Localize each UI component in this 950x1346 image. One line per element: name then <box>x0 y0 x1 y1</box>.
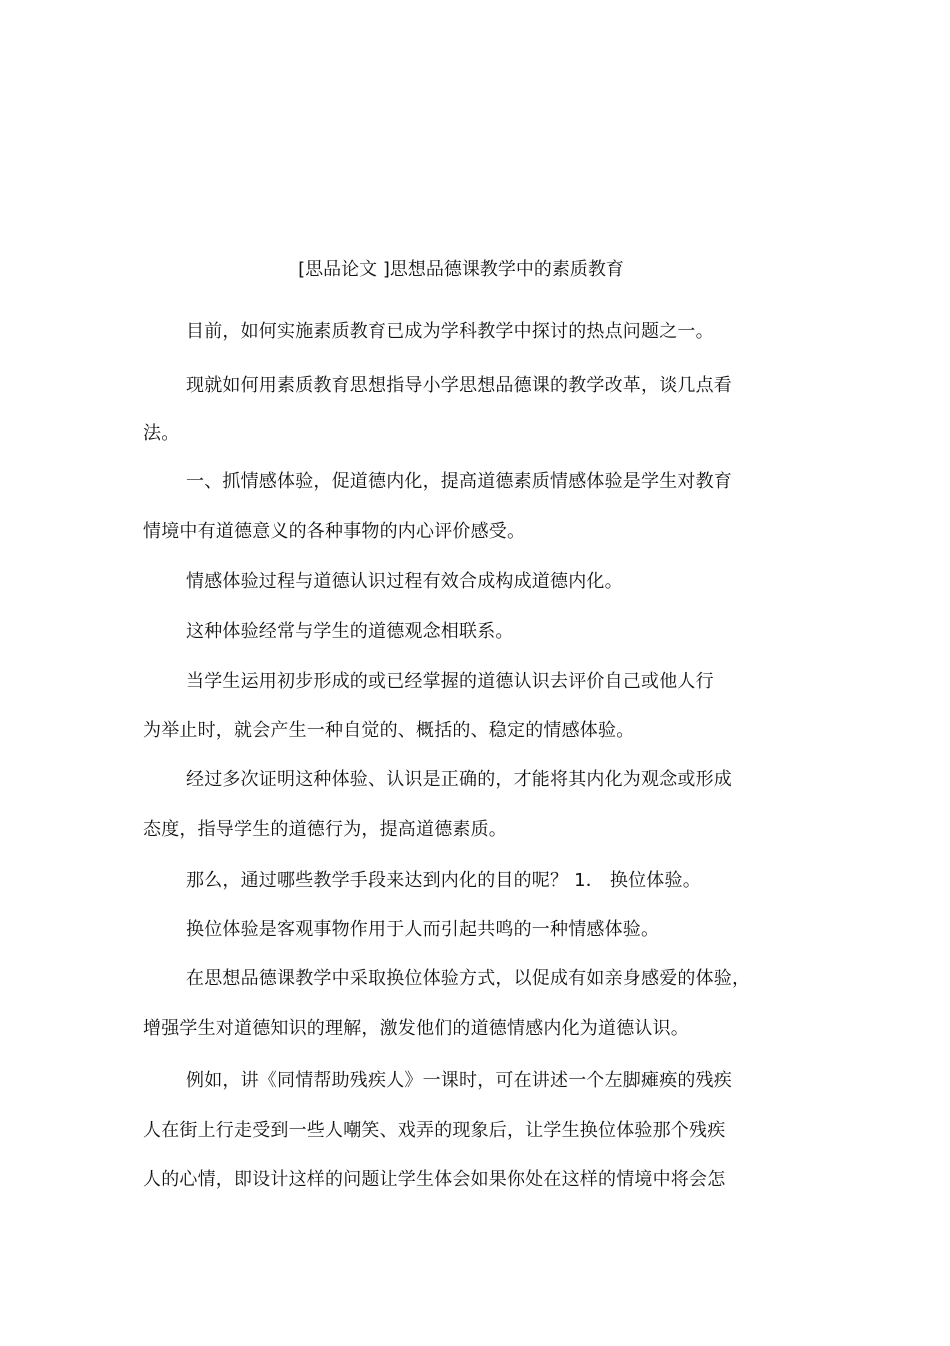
paragraph-line: 一、抓情感体验，促道德内化，提高道德素质情感体验是学生对教育 <box>186 471 732 492</box>
paragraph-line: 例如，讲《同情帮助残疾人》一课时，可在讲述一个左脚瘫痪的残疾 <box>186 1070 732 1091</box>
paragraph-line: 目前，如何实施素质教育已成为学科教学中探讨的热点问题之一。 <box>186 321 714 342</box>
paragraph-line: 现就如何用素质教育思想指导小学思想品德课的教学改革，谈几点看 <box>186 375 732 396</box>
paragraph-line: 人的心情，即设计这样的问题让学生体会如果你处在这样的情境中将会怎 <box>143 1169 726 1190</box>
paragraph-line: 经过多次证明这种体验、认识是正确的，才能将其内化为观念或形成 <box>186 769 732 790</box>
document-title: [思品论文 ]思想品德课教学中的素质教育 <box>298 259 624 280</box>
paragraph-line: 在思想品德课教学中采取换位体验方式，以促成有如亲身感爱的体验， <box>186 968 751 989</box>
paragraph-line: 法。 <box>143 423 180 444</box>
paragraph-line: 这种体验经常与学生的道德观念相联系。 <box>186 621 514 642</box>
paragraph-line: 为举止时，就会产生一种自觉的、概括的、稳定的情感体验。 <box>143 720 635 741</box>
paragraph-line: 增强学生对道德知识的理解，激发他们的道德情感内化为道德认识。 <box>143 1018 689 1039</box>
paragraph-line: 那么，通过哪些教学手段来达到内化的目的呢？ 1． 换位体验。 <box>186 870 701 891</box>
paragraph-line: 情境中有道德意义的各种事物的内心评价感受。 <box>143 521 526 542</box>
paragraph-line: 换位体验是客观事物作用于人而引起共鸣的一种情感体验。 <box>186 919 660 940</box>
paragraph-line: 态度，指导学生的道德行为，提高道德素质。 <box>143 819 507 840</box>
paragraph-line: 人在街上行走受到一些人嘲笑、戏弄的现象后，让学生换位体验那个残疾 <box>143 1120 726 1141</box>
paragraph-line: 情感体验过程与道德认识过程有效合成构成道德内化。 <box>186 571 623 592</box>
paragraph-line: 当学生运用初步形成的或已经掌握的道德认识去评价自己或他人行 <box>186 671 714 692</box>
